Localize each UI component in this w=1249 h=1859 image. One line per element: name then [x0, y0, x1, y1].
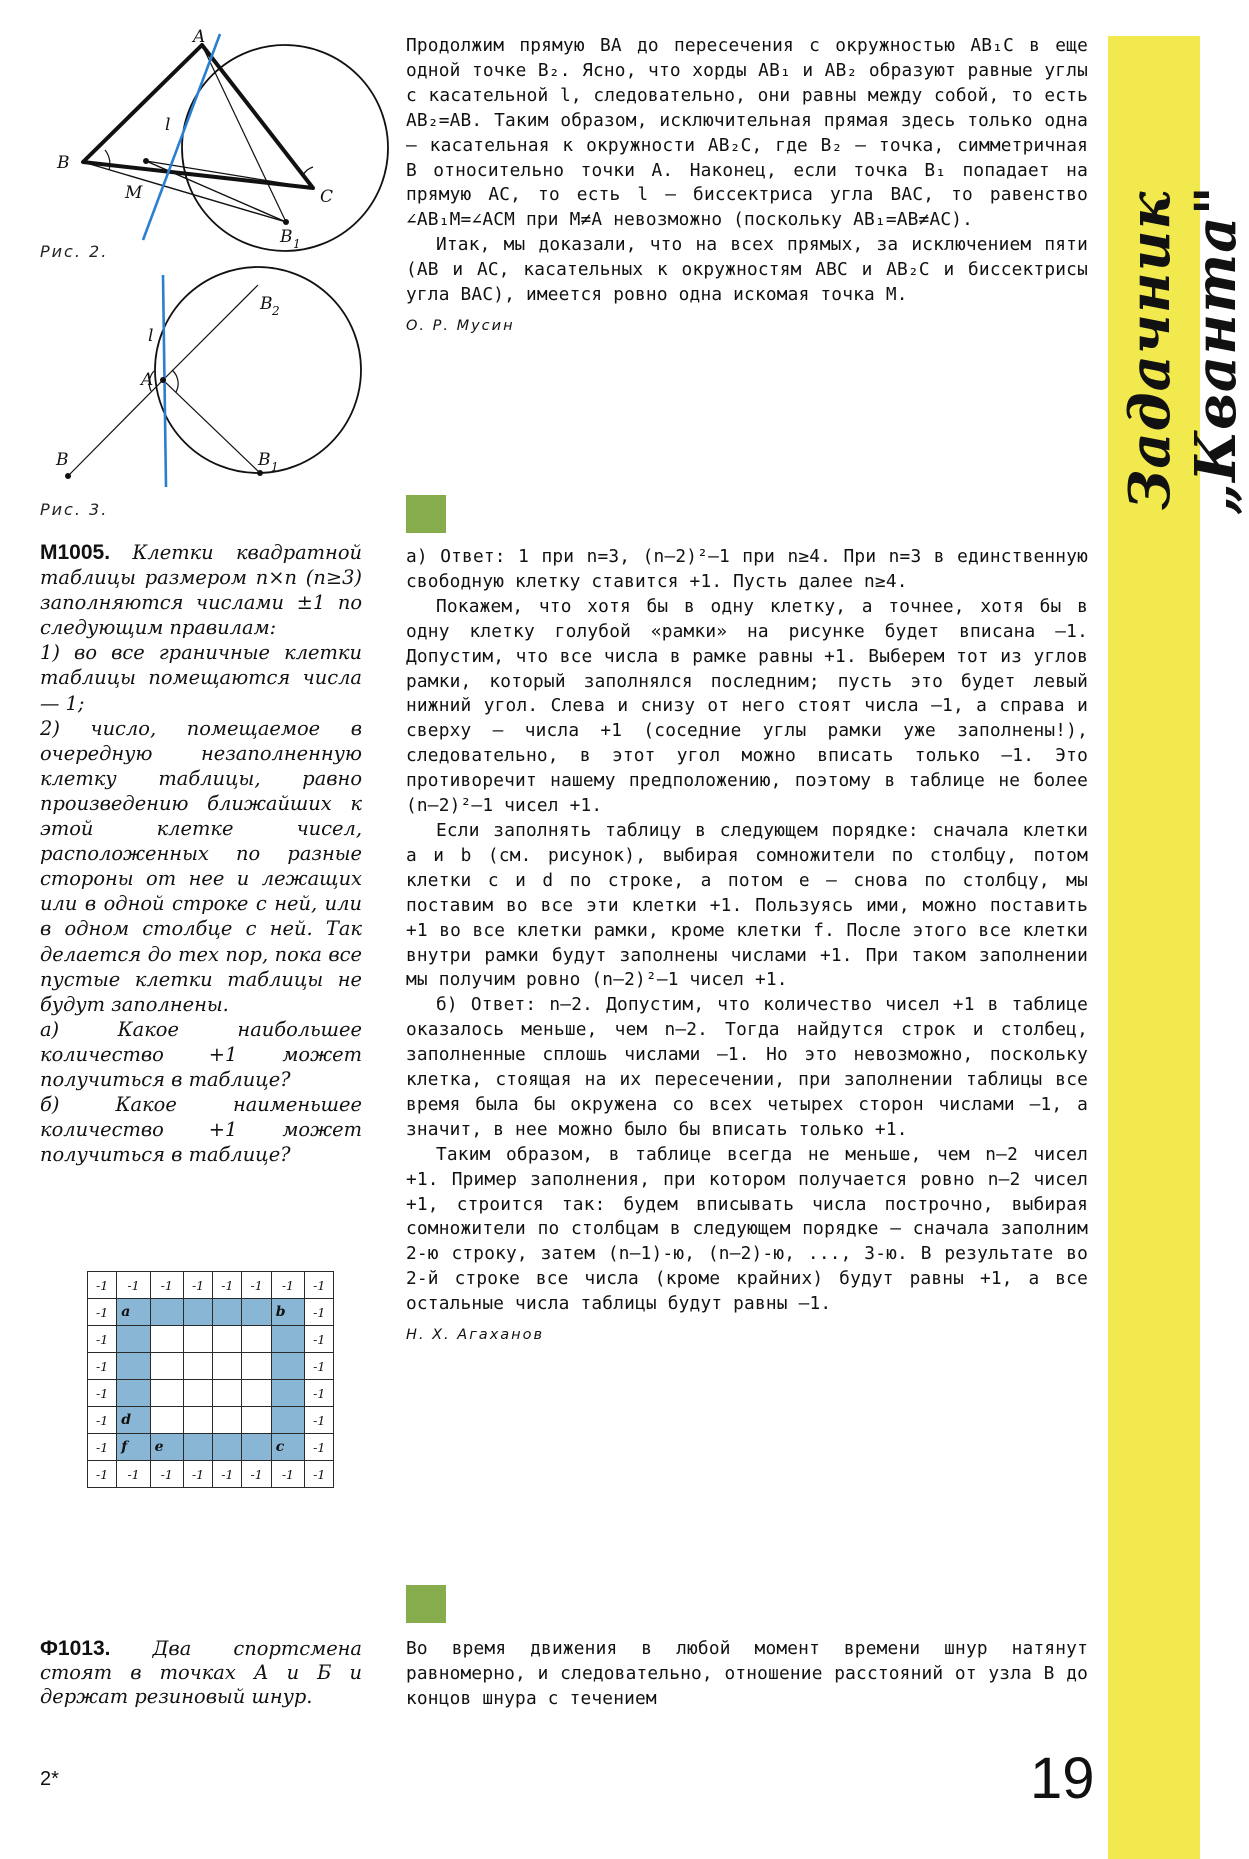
grid-cell-frame — [117, 1353, 150, 1380]
grid-cell-border: -1 — [183, 1461, 212, 1488]
point-b1 — [257, 470, 263, 476]
point-b1 — [283, 219, 289, 225]
grid-row — [88, 1326, 334, 1353]
label-c: C — [320, 187, 334, 207]
grid-cell-frame — [117, 1380, 150, 1407]
grid-cell-interior — [242, 1407, 271, 1434]
grid-cell-border: -1 — [305, 1380, 334, 1407]
label-a: A — [141, 370, 154, 390]
sheet-mark: 2* — [40, 1768, 59, 1790]
problem-text: Два спортсмена стоят в точках А и Б и держат резиновый шнур. — [40, 1637, 362, 1708]
grid-cell-border: -1 — [88, 1434, 117, 1461]
paragraph: Если заполнять таблицу в следующем порядке: сначала клетки a и b (см. рисунок), выбирая сомножители по столбцу, потом клетки c и d по строке, а потом e — снова по столбцу, мы поставим во все эти клетки +1. Пользуясь ими, можно поставить +1 во все клетки рамки, кроме клетки f. После этого все клетки внутри рамки будут заполнены числами +1. При таком заполнении мы получим ровно (n—2)²—1 чисел +1. — [406, 819, 1088, 991]
triangle-abc — [83, 45, 313, 188]
grid-cell-frame — [271, 1407, 304, 1434]
grid-cell-border: -1 — [88, 1407, 117, 1434]
grid-cell-border: -1 — [88, 1380, 117, 1407]
number-grid-figure — [87, 1271, 334, 1488]
problem-f1013 — [40, 1637, 362, 1709]
grid-cell-frame — [213, 1434, 242, 1461]
grid-row — [88, 1272, 334, 1299]
grid-cell-interior — [213, 1326, 242, 1353]
section-title-vertical: Задачник „Кванта" — [1117, 185, 1249, 515]
grid-cell-frame — [242, 1299, 271, 1326]
grid-cell-frame — [117, 1326, 150, 1353]
label-b: B — [56, 450, 69, 470]
solution-m1005 — [406, 545, 1088, 1348]
grid-cell-border: -1 — [305, 1299, 334, 1326]
previous-solution — [406, 34, 1088, 339]
section-marker — [406, 495, 446, 533]
grid-cell-border: -1 — [305, 1461, 334, 1488]
grid-cell-frame — [117, 1434, 150, 1461]
figure-2-diagram — [55, 27, 365, 251]
label-m: M — [125, 183, 143, 203]
label-b1: B — [280, 227, 293, 247]
grid-cell-interior — [150, 1407, 183, 1434]
grid-cell-border: -1 — [117, 1461, 150, 1488]
grid-cell-interior — [183, 1353, 212, 1380]
grid-cell-letter: f — [121, 1439, 128, 1455]
grid-cell-frame — [271, 1299, 304, 1326]
problem-m1005 — [40, 540, 362, 1167]
figure-3-caption: Рис. 3. — [40, 500, 109, 519]
grid-cell-interior — [150, 1353, 183, 1380]
point-b — [65, 473, 71, 479]
label-l: l — [148, 326, 154, 346]
grid-row — [88, 1434, 334, 1461]
grid-cell-border: -1 — [88, 1272, 117, 1299]
grid-cell-letter: b — [275, 1304, 286, 1320]
label-b1-sub: 1 — [271, 460, 279, 474]
grid-cell-border: -1 — [88, 1299, 117, 1326]
paragraph: Таким образом, в таблице всегда не меньше, чем n—2 чисел +1. Пример заполнения, при котором получается ровно n—2 чисел +1, строится так: будем вписывать числа построчно, выбирая сомножители по столбцам в следующем порядке — сначала заполним 2-ю строку, затем (n—1)-ю, (n—2)-ю, ..., 3-ю. В результате во 2-й строке все числа (кроме крайних) будут равны +1, а все остальные числа таблицы будут равны —1. — [406, 1143, 1088, 1315]
grid-cell-frame — [117, 1299, 150, 1326]
grid-cell-frame — [242, 1434, 271, 1461]
grid-cell-interior — [150, 1326, 183, 1353]
grid-cell-interior — [213, 1380, 242, 1407]
grid-cell-letter: e — [154, 1439, 164, 1455]
grid-cell-frame — [271, 1434, 304, 1461]
problem-text: Клетки квадратной таблицы размером n×n (n≥3) заполняются числами ±1 по следующим правилам: — [40, 541, 362, 640]
grid-cell-border: -1 — [183, 1272, 212, 1299]
grid-cell-interior — [242, 1380, 271, 1407]
grid-cell-border: -1 — [213, 1461, 242, 1488]
angle-arc-c — [303, 167, 313, 175]
grid-cell-border: -1 — [305, 1272, 334, 1299]
angle-arc-b — [105, 150, 110, 170]
grid-cell-interior — [183, 1380, 212, 1407]
label-a: A — [193, 27, 206, 47]
grid-cell-border: -1 — [242, 1272, 271, 1299]
grid-row — [88, 1380, 334, 1407]
grid-cell-border: -1 — [305, 1434, 334, 1461]
label-b: B — [57, 153, 70, 173]
grid-cell-frame — [183, 1299, 212, 1326]
grid-cell-frame — [271, 1353, 304, 1380]
grid-cell-frame — [271, 1326, 304, 1353]
grid-cell-border: -1 — [305, 1353, 334, 1380]
grid-cell-interior — [242, 1353, 271, 1380]
author-signature: Н. Х. Агаханов — [406, 1327, 545, 1344]
problem-rule-1: 1) во все граничные клетки таблицы помещаются числа — 1; — [40, 641, 362, 715]
grid-cell-interior — [213, 1353, 242, 1380]
paragraph: Во время движения в любой момент времени шнур натянут равномерно, и следовательно, отношение расстояний от узла B до концов шнура с течением — [406, 1638, 1088, 1709]
point-a — [160, 377, 166, 383]
grid-cell-border: -1 — [242, 1461, 271, 1488]
paragraph: Итак, мы доказали, что на всех прямых, за исключением пяти (AB и AC, касательных к окружностям ABC и AB₂C и биссектрисы угла BAC), имеется ровно одна искомая точка M. — [406, 234, 1088, 306]
grid-row — [88, 1461, 334, 1488]
grid-cell-border: -1 — [117, 1272, 150, 1299]
label-b1: B — [258, 450, 271, 470]
grid-cell-frame — [150, 1299, 183, 1326]
paragraph: Продолжим прямую BA до пересечения с окружностью AB₁C в еще одной точке B₂. Ясно, что хорды AB₁ и AB₂ образуют равные углы с касательной l, следовательно, они равны между собой, то есть AB₂=AB. Таким образом, исключительная прямая здесь только одна — касательная к окружности AB₂C, где B₂ — точка, симметричная B относительно точки A. Наконец, если точка B₁ попадает на прямую AC, то есть l — биссектриса угла BAC, то равенство ∠AB₁M=∠ACM при M≠A невозможно (поскольку AB₁=AB≠AC). — [406, 35, 1088, 231]
section-marker — [406, 1585, 446, 1623]
author-signature: О. Р. Мусин — [406, 317, 515, 334]
problem-question-a: а) Какое наибольшее количество +1 может получиться в таблице? — [40, 1017, 362, 1091]
grid-cell-interior — [183, 1407, 212, 1434]
segment-a-b1 — [163, 380, 260, 473]
figure-2-caption: Рис. 2. — [40, 242, 109, 261]
grid-row — [88, 1299, 334, 1326]
label-b1-sub: 1 — [293, 237, 301, 251]
grid-cell-border: -1 — [213, 1272, 242, 1299]
segment-a-b1 — [202, 45, 286, 222]
grid-cell-frame — [213, 1299, 242, 1326]
grid-cell-interior — [242, 1326, 271, 1353]
grid-cell-frame — [183, 1434, 212, 1461]
grid-cell-interior — [183, 1326, 212, 1353]
grid-cell-border: -1 — [88, 1461, 117, 1488]
grid-cell-interior — [150, 1380, 183, 1407]
segment-b-a — [68, 380, 163, 476]
segment-m-b1 — [146, 161, 286, 222]
grid-cell-letter: c — [275, 1439, 285, 1455]
grid-cell-letter: a — [121, 1304, 131, 1320]
figure-3-diagram — [55, 275, 365, 490]
grid-cell-border: -1 — [305, 1326, 334, 1353]
grid-cell-frame — [150, 1434, 183, 1461]
label-b2-sub: 2 — [272, 304, 280, 318]
grid-cell-letter: d — [121, 1412, 132, 1428]
grid-cell-border: -1 — [271, 1461, 304, 1488]
grid-cell-border: -1 — [88, 1326, 117, 1353]
problem-id: Ф1013. — [40, 1637, 111, 1660]
problem-id: М1005. — [40, 541, 111, 564]
grid-row — [88, 1407, 334, 1434]
paragraph: а) Ответ: 1 при n=3, (n—2)²—1 при n≥4. При n=3 в единственную свободную клетку ставится +1. Пусть далее n≥4. — [406, 546, 1088, 592]
grid-cell-border: -1 — [305, 1407, 334, 1434]
problem-rule-2: 2) число, помещаемое в очередную незаполненную клетку таблицы, равно произведению ближайших к этой клетке чисел, расположенных по разные стороны от нее и лежащих или в одной строке с ней, или в одном столбце с ней. Так делается до тех пор, пока все пустые клетки таблицы не будут заполнены. — [40, 716, 362, 1016]
label-b2: B — [260, 294, 273, 314]
paragraph: Покажем, что хотя бы в одну клетку, а точнее, хотя бы в одну клетку голубой «рамки» на рисунке будет вписана —1. Допустим, что все числа в рамке равны +1. Выберем тот из углов рамки, который заполнялся последним; пусть это будет левый нижний угол. Слева и снизу от него стоят числа —1, а справа и сверху — числа +1 (соседние углы рамки уже заполнены!), следовательно, в этот угол можно вписать только —1. Это противоречит нашему предположению, поэтому в таблице не более (n—2)²—1 чисел +1. — [406, 595, 1088, 817]
circle-ab1b2 — [155, 267, 361, 473]
problem-question-b: б) Какое наименьшее количество +1 может получиться в таблице? — [40, 1093, 362, 1167]
label-l: l — [165, 115, 171, 135]
grid-cell-frame — [117, 1407, 150, 1434]
grid-cell-border: -1 — [150, 1272, 183, 1299]
grid-cell-border: -1 — [88, 1353, 117, 1380]
paragraph: б) Ответ: n—2. Допустим, что количество чисел +1 в таблице оказалось меньше, чем n—2. Тогда найдутся строк и столбец, заполненные сплошь числами —1. Но это невозможно, поскольку клетка, стоящая на их пересечении, при заполнении таблицы все время была бы окружена со всех четырех сторон числами —1, а значит, в нее можно было бы вписать только +1. — [406, 994, 1088, 1140]
grid-cell-border: -1 — [150, 1461, 183, 1488]
solution-f1013 — [406, 1637, 1088, 1712]
grid-row — [88, 1353, 334, 1380]
grid-cell-interior — [213, 1407, 242, 1434]
page-number: 19 — [1030, 1746, 1095, 1811]
segment-a-b2 — [163, 285, 258, 380]
grid-cell-frame — [271, 1380, 304, 1407]
grid-cell-border: -1 — [271, 1272, 304, 1299]
point-m — [143, 158, 149, 164]
